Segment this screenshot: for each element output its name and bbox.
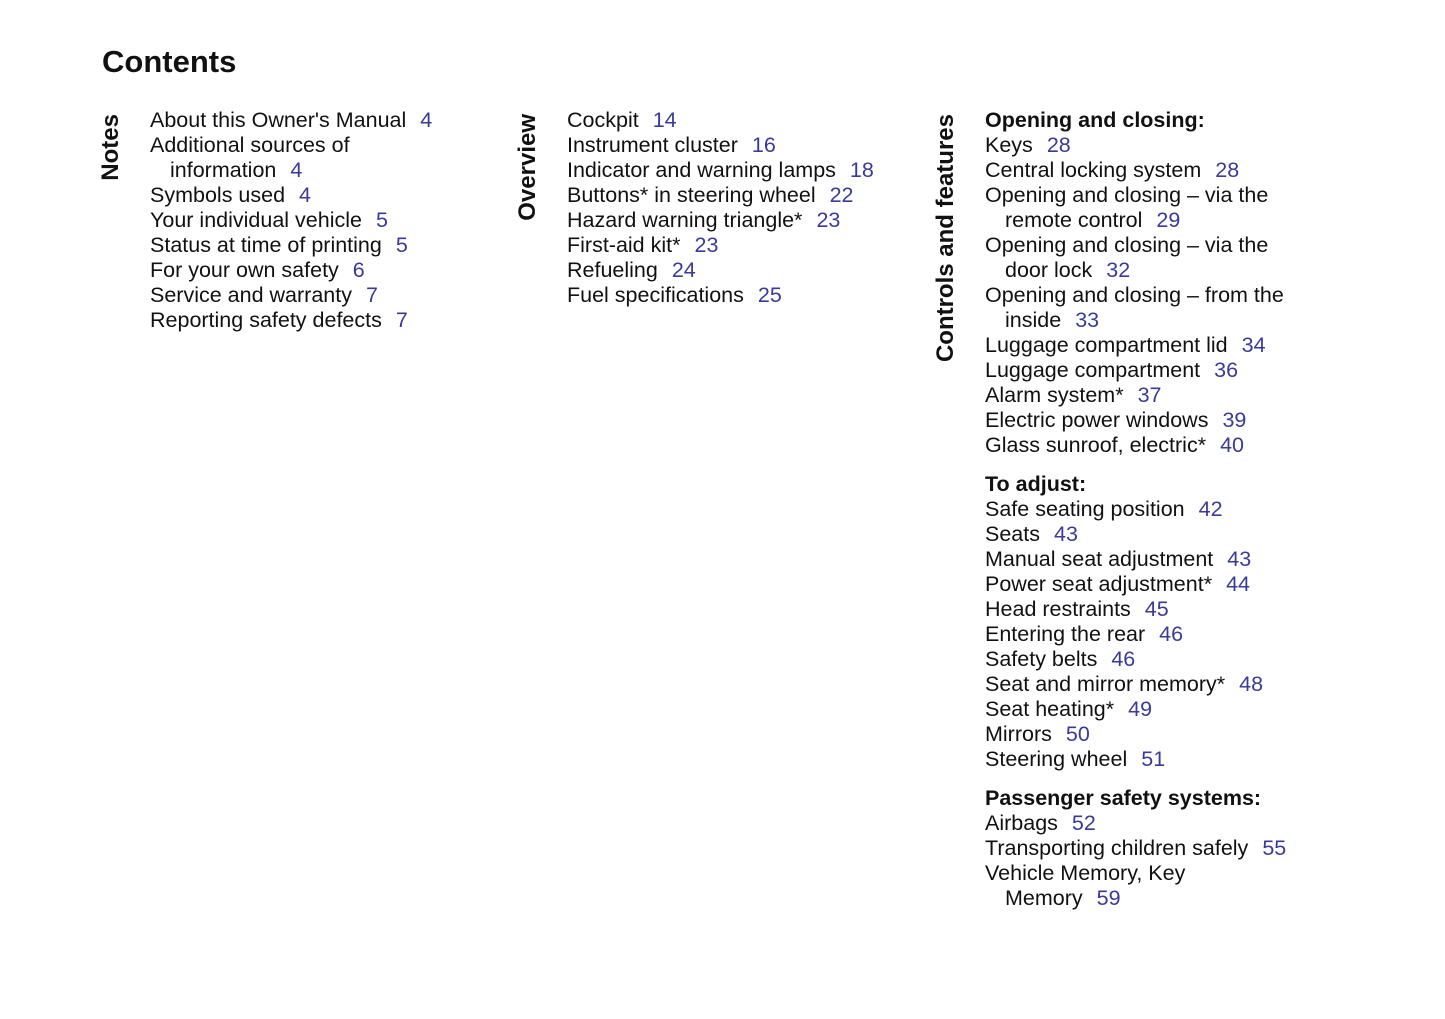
toc-entry-text[interactable]: Instrument cluster (567, 133, 738, 157)
toc-entry[interactable] (567, 258, 874, 283)
toc-entry[interactable] (985, 722, 1286, 747)
page-title: Contents (102, 44, 237, 79)
toc-page-link[interactable]: 7 (395, 308, 408, 332)
section-label-overview: Overview (514, 114, 541, 221)
toc-entry-text[interactable]: Safe seating position (985, 497, 1185, 521)
toc-entry[interactable] (985, 861, 1286, 911)
toc-entry-text[interactable]: Luggage compartment (985, 358, 1201, 382)
toc-entry[interactable] (567, 183, 874, 208)
toc-group-heading: Opening and closing: (985, 108, 1205, 132)
toc-page-link[interactable]: 55 (1262, 836, 1287, 860)
toc-entry[interactable] (985, 283, 1286, 333)
toc-entry-text[interactable]: Opening and closing – via the (985, 183, 1269, 207)
toc-page-link[interactable]: 23 (694, 233, 719, 257)
toc-page-link[interactable]: 5 (395, 233, 408, 257)
toc-entry[interactable] (985, 622, 1286, 647)
toc-entry[interactable] (985, 547, 1286, 572)
toc-page-link[interactable]: 50 (1065, 722, 1090, 746)
toc-entry[interactable] (985, 811, 1286, 836)
toc-entry[interactable] (985, 433, 1286, 458)
toc-entry-continuation (985, 258, 1286, 283)
toc-entry-line (985, 283, 1286, 308)
toc-group-heading: Passenger safety systems: (985, 786, 1262, 810)
toc-page-link[interactable]: 51 (1141, 747, 1166, 771)
toc-entry-text-cont[interactable]: inside (1005, 308, 1062, 332)
toc-page-link[interactable]: 28 (1046, 133, 1071, 157)
toc-page-link[interactable]: 37 (1137, 383, 1162, 407)
toc-entry-line (567, 258, 874, 283)
toc-entry[interactable] (985, 408, 1286, 433)
toc-entry-line (985, 522, 1286, 547)
toc-entry-line (150, 183, 432, 208)
toc-entry-text[interactable]: Airbags (985, 811, 1058, 835)
toc-entry-text[interactable]: Keys (985, 133, 1033, 157)
toc-entry[interactable] (985, 672, 1286, 697)
toc-entry-text[interactable]: Electric power windows (985, 408, 1209, 432)
toc-entry-text[interactable]: Seats (985, 522, 1040, 546)
toc-entry-line (985, 597, 1286, 622)
toc-page-link[interactable]: 16 (751, 133, 776, 157)
toc-entry-line (985, 647, 1286, 672)
toc-entry[interactable] (985, 697, 1286, 722)
toc-entry-text[interactable]: Alarm system* (985, 383, 1124, 407)
toc-entry-text[interactable]: Power seat adjustment* (985, 572, 1213, 596)
toc-entry[interactable] (985, 233, 1286, 283)
toc-entry-line (985, 861, 1286, 886)
toc-page-link[interactable]: 32 (1106, 258, 1131, 282)
toc-entry-line (985, 811, 1286, 836)
toc-entry-line (567, 133, 874, 158)
toc-page-link[interactable]: 46 (1111, 647, 1136, 671)
toc-entry-text[interactable]: Vehicle Memory, Key (985, 861, 1186, 885)
toc-entry-line (150, 258, 432, 283)
toc-entry-text[interactable]: Opening and closing – from the (985, 283, 1284, 307)
toc-entry-text[interactable]: Fuel specifications (567, 283, 744, 307)
toc-entry-text-cont[interactable]: information (170, 158, 277, 182)
toc-entry-continuation (985, 886, 1286, 911)
toc-entry[interactable] (985, 497, 1286, 522)
toc-entry-continuation (150, 158, 432, 183)
toc-page-link[interactable]: 4 (420, 108, 433, 132)
toc-entry-continuation (985, 308, 1286, 333)
toc-entry-text[interactable]: First-aid kit* (567, 233, 681, 257)
toc-entry-text[interactable]: Mirrors (985, 722, 1052, 746)
toc-page-link[interactable]: 36 (1214, 358, 1239, 382)
toc-page-link[interactable]: 34 (1241, 333, 1266, 357)
toc-entry-text[interactable]: Status at time of printing (150, 233, 382, 257)
toc-entry-line (985, 333, 1286, 358)
toc-page-link[interactable]: 4 (290, 158, 303, 182)
toc-entry-line (985, 747, 1286, 772)
toc-entry-line (567, 183, 874, 208)
toc-entry[interactable] (985, 647, 1286, 672)
toc-entry[interactable] (567, 108, 874, 133)
toc-entry-text[interactable]: Hazard warning triangle* (567, 208, 803, 232)
toc-page-link[interactable]: 14 (652, 108, 677, 132)
toc-entry-line (985, 133, 1286, 158)
toc-entry[interactable] (150, 208, 432, 233)
toc-entry[interactable] (567, 133, 874, 158)
toc-page-link[interactable]: 5 (375, 208, 388, 232)
toc-page-link[interactable]: 25 (757, 283, 782, 307)
toc-entry[interactable] (985, 158, 1286, 183)
toc-entry-line (985, 836, 1286, 861)
toc-entry-line (150, 208, 432, 233)
toc-entry-line (985, 547, 1286, 572)
toc-entry[interactable] (150, 258, 432, 283)
toc-entry-line (150, 108, 432, 133)
toc-page-link[interactable]: 29 (1156, 208, 1181, 232)
toc-entry-line (985, 622, 1286, 647)
toc-page-link[interactable]: 33 (1075, 308, 1100, 332)
toc-entry-text[interactable]: Head restraints (985, 597, 1131, 621)
toc-page-link[interactable]: 22 (829, 183, 854, 207)
toc-entry-text[interactable]: Transporting children safely (985, 836, 1249, 860)
toc-entry-line (985, 572, 1286, 597)
toc-entry-text[interactable]: Service and warranty (150, 283, 352, 307)
toc-entry[interactable] (150, 233, 432, 258)
toc-entry-text[interactable]: For your own safety (150, 258, 339, 282)
toc-entry[interactable] (150, 133, 432, 183)
toc-entry[interactable] (985, 183, 1286, 233)
toc-entry[interactable] (150, 308, 432, 333)
toc-entry-line (985, 183, 1286, 208)
toc-entry[interactable] (985, 747, 1286, 772)
toc-entry-line (985, 233, 1286, 258)
toc-entry-text[interactable]: Seat and mirror memory* (985, 672, 1226, 696)
section-label-notes: Notes (97, 114, 124, 181)
toc-page-link[interactable]: 52 (1071, 811, 1096, 835)
toc-page-link[interactable]: 43 (1053, 522, 1078, 546)
toc-entry[interactable] (985, 572, 1286, 597)
toc-page-link[interactable]: 40 (1220, 433, 1244, 457)
toc-entry-text[interactable]: Safety belts (985, 647, 1098, 671)
toc-entry[interactable] (150, 108, 432, 133)
toc-entry[interactable] (150, 283, 432, 308)
toc-entry-text[interactable]: Symbols used (150, 183, 286, 207)
toc-entry-text[interactable]: Seat heating* (985, 697, 1115, 721)
toc-entry-line (985, 408, 1286, 433)
toc-list-controls (985, 108, 1286, 911)
toc-entry-line (985, 383, 1286, 408)
toc-entry-line (985, 722, 1286, 747)
toc-page-link[interactable]: 28 (1215, 158, 1240, 182)
toc-page-link[interactable]: 6 (352, 258, 365, 282)
toc-entry-text-cont[interactable]: remote control (1005, 208, 1143, 232)
toc-entry[interactable] (567, 158, 874, 183)
toc-page-link[interactable]: 46 (1159, 622, 1184, 646)
toc-entry[interactable] (985, 597, 1286, 622)
toc-page-link[interactable]: 43 (1227, 547, 1252, 571)
toc-entry[interactable] (567, 283, 874, 308)
toc-entry-text[interactable]: Glass sunroof, electric* (985, 433, 1207, 457)
toc-page-link[interactable]: 59 (1096, 886, 1121, 910)
toc-entry-line (150, 308, 432, 333)
toc-group-heading: To adjust: (985, 472, 1087, 496)
section-label-controls: Controls and features (932, 114, 959, 363)
toc-entry-text[interactable]: Cockpit (567, 108, 639, 132)
toc-entry[interactable] (985, 522, 1286, 547)
toc-entry-text[interactable]: Buttons* in steering wheel (567, 183, 816, 207)
toc-entry-line (150, 283, 432, 308)
toc-entry[interactable] (150, 183, 432, 208)
toc-entry-text-cont[interactable]: Memory (1005, 886, 1083, 910)
toc-entry-text[interactable]: Central locking system (985, 158, 1202, 182)
toc-page-link[interactable]: 23 (816, 208, 841, 232)
toc-entry-text[interactable]: Your individual vehicle (150, 208, 362, 232)
toc-entry-line (567, 233, 874, 258)
toc-entry-text-cont[interactable]: door lock (1005, 258, 1093, 282)
toc-page-link[interactable]: 48 (1239, 672, 1264, 696)
toc-entry[interactable] (567, 208, 874, 233)
toc-page-link[interactable]: 42 (1198, 497, 1223, 521)
toc-entry[interactable] (985, 836, 1286, 861)
toc-entry[interactable] (985, 333, 1286, 358)
toc-entry-line (567, 108, 874, 133)
toc-list-overview (567, 108, 874, 308)
toc-entry-text[interactable]: Luggage compartment lid (985, 333, 1228, 357)
toc-entry-continuation (985, 208, 1286, 233)
toc-entry-line (985, 497, 1286, 522)
toc-entry-line (985, 158, 1286, 183)
toc-entry-line (567, 208, 874, 233)
toc-entry[interactable] (985, 358, 1286, 383)
toc-page-link[interactable]: 44 (1226, 572, 1250, 596)
toc-entry-text[interactable]: Reporting safety defects (150, 308, 382, 332)
toc-page-link[interactable]: 45 (1144, 597, 1169, 621)
toc-entry-line (150, 233, 432, 258)
toc-page-link[interactable]: 24 (671, 258, 696, 282)
toc-entry-text[interactable]: Additional sources of (150, 133, 350, 157)
toc-entry-text[interactable]: Indicator and warning lamps (567, 158, 836, 182)
toc-entry-line (150, 133, 432, 158)
toc-page-link[interactable]: 18 (849, 158, 874, 182)
toc-entry-line (985, 697, 1286, 722)
toc-entry-line (985, 433, 1286, 458)
toc-page-link[interactable]: 4 (299, 183, 312, 207)
toc-entry[interactable] (985, 383, 1286, 408)
toc-entry-line (567, 283, 874, 308)
toc-list-notes (150, 108, 432, 333)
toc-entry-text[interactable]: Opening and closing – via the (985, 233, 1269, 257)
toc-entry-line (985, 358, 1286, 383)
toc-entry-line (567, 158, 874, 183)
toc-page-link[interactable]: 49 (1128, 697, 1153, 721)
toc-entry-text[interactable]: About this Owner's Manual (150, 108, 407, 132)
toc-entry-line (985, 672, 1286, 697)
toc-entry-text[interactable]: Entering the rear (985, 622, 1146, 646)
toc-entry-text[interactable]: Manual seat adjustment (985, 547, 1214, 571)
toc-entry[interactable] (567, 233, 874, 258)
toc-entry-text[interactable]: Refueling (567, 258, 658, 282)
toc-page-link[interactable]: 39 (1222, 408, 1247, 432)
toc-page-link[interactable]: 7 (365, 283, 378, 307)
toc-entry[interactable] (985, 133, 1286, 158)
toc-entry-text[interactable]: Steering wheel (985, 747, 1128, 771)
